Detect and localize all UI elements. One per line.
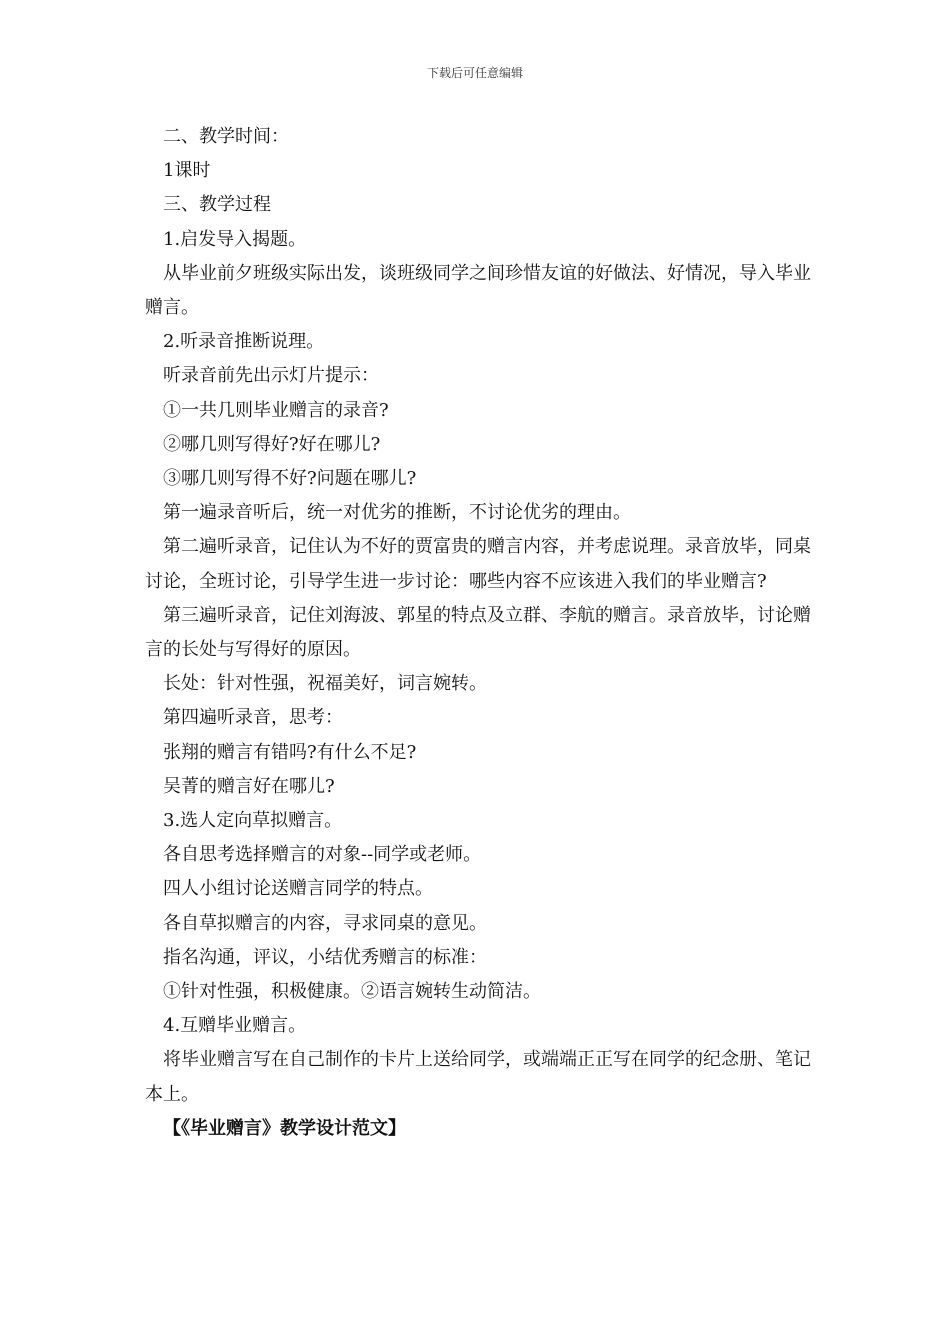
step-heading: 2.听录音推断说理。	[163, 331, 325, 353]
list-item: ③哪几则写得不好?问题在哪儿?	[163, 468, 417, 490]
paragraph: 将毕业赠言写在自己制作的卡片上送给同学，或端端正正写在同学的纪念册、笔记本上。	[145, 1049, 811, 1105]
paragraph: 各自草拟赠言的内容，寻求同桌的意见。	[163, 912, 487, 934]
list-item: ②哪几则写得好?好在哪儿?	[163, 433, 381, 455]
paragraph: 指名沟通，评议，小结优秀赠言的标准：	[163, 946, 487, 968]
page-header-note: 下载后可任意编辑	[426, 66, 523, 80]
document-body	[145, 120, 825, 1146]
paragraph: 各自思考选择赠言的对象--同学或老师。	[163, 844, 482, 866]
paragraph: 第一遍录音听后，统一对优劣的推断，不讨论优劣的理由。	[163, 502, 631, 524]
section-heading-process: 三、教学过程	[163, 194, 271, 216]
paragraph: 第二遍听录音，记住认为不好的贾富贵的赠言内容，并考虑说理。录音放毕，同桌讨论，全班讨论，引导学生进一步讨论：哪些内容不应该进入我们的毕业赠言?	[145, 536, 811, 592]
section-heading-time: 二、教学时间：	[163, 126, 289, 147]
paragraph: ①针对性强，积极健康。②语言婉转生动简洁。	[163, 981, 541, 1003]
paragraph: 第三遍听录音，记住刘海波、郭星的特点及立群、李航的赠言。录音放毕，讨论赠言的长处与写得好的原因。	[145, 604, 811, 661]
paragraph: 四人小组讨论送赠言同学的特点。	[163, 878, 433, 900]
closing-heading: 【《毕业赠言》教学设计范文】	[163, 1117, 406, 1139]
step-heading: 1.启发导入揭题。	[163, 228, 307, 250]
paragraph: 听录音前先出示灯片提示：	[163, 365, 379, 387]
paragraph: 张翔的赠言有错吗?有什么不足?	[163, 741, 417, 763]
step-heading: 4.互赠毕业赠言。	[163, 1015, 307, 1037]
paragraph: 第四遍听录音，思考：	[163, 707, 343, 729]
step-heading: 3.选人定向草拟赠言。	[163, 810, 343, 832]
paragraph: 从毕业前夕班级实际出发，谈班级同学之间珍惜友谊的好做法、好情况，导入毕业赠言。	[145, 262, 811, 319]
paragraph: 吴菁的赠言好在哪儿?	[163, 775, 335, 797]
list-item: ①一共几则毕业赠言的录音?	[163, 399, 389, 421]
paragraph: 长处：针对性强，祝福美好，词言婉转。	[163, 673, 487, 695]
paragraph: 1课时	[163, 160, 211, 182]
